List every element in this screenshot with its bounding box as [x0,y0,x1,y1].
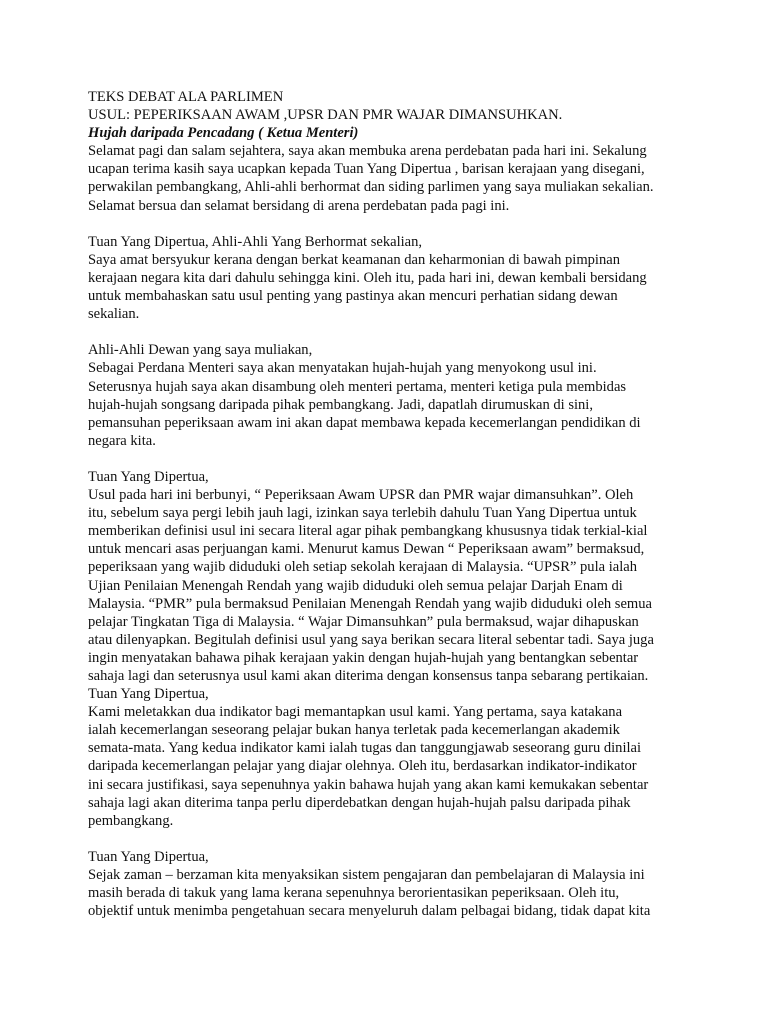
text-line: itu, sebelum saya pergi lebih jauh lagi, izinkan saya terlebih dahulu Tuan Yang Dipertua untuk [88,505,637,522]
text-line: semata-mata. Yang kedua indikator kami ialah tugas dan tanggungjawab seseorang guru dinilai [88,740,642,757]
text-line: ucapan terima kasih saya ucapkan kepada Tuan Yang Dipertua , barisan kerajaan yang disegani, [88,161,645,178]
text-line: Tuan Yang Dipertua, Ahli-Ahli Yang Berhormat sekalian, [88,233,423,250]
text-line: Usul pada hari ini berbunyi, “ Peperiksaan Awam UPSR dan PMR wajar dimansuhkan”. Oleh [88,487,634,504]
text-line: Tuan Yang Dipertua, [88,848,209,865]
paragraph [88,142,700,214]
text-line: Saya amat bersyukur kerana dengan berkat keamanan dan keharmonian di bawah pimpinan [88,251,620,268]
motion-line: USUL: PEPERIKSAAN AWAM ,UPSR DAN PMR WAJAR DIMANSUHKAN. [88,107,563,124]
text-line: perwakilan pembangkang, Ahli-ahli berhormat dan siding parlimen yang saya muliakan sekalian. [88,179,654,196]
text-line: Seterusnya hujah saya akan disambung oleh menteri pertama, menteri ketiga pula membidas [88,378,627,395]
text-line: objektif untuk menimba pengetahuan secara menyeluruh dalam pelbagai bidang, tidak dapat kita [88,903,651,920]
paragraph [88,468,700,830]
text-line: peperiksaan yang wajib diduduki oleh setiap sekolah kerajaan di Malaysia. “UPSR” pula ialah [88,559,637,576]
text-line: daripada kecemerlangan pelajar yang diajar olehnya. Oleh itu, berdasarkan indikator-indikator [88,758,637,775]
text-line: Selamat pagi dan salam sejahtera, saya akan membuka arena perdebatan pada hari ini. Sekalung [88,143,647,160]
text-line: sahaja lagi dan seterusnya usul kami akan diterima dengan konsensus tanpa sebarang pertikaian. [88,668,649,684]
text-line: pemansuhan peperiksaan awam ini akan dapat membawa kepada kecemerlangan pendidikan di [88,414,641,431]
paragraph [88,233,700,323]
speaker-subtitle: Hujah daripada Pencadang ( Ketua Menteri) [88,125,359,142]
paragraph-gap [88,830,700,848]
text-line: Ujian Penilaian Menengah Rendah yang wajib diduduki oleh semua pelajar Darjah Enam di [88,577,623,594]
paragraph [88,848,700,920]
paragraph-gap [88,323,700,341]
text-line: ini secara justifikasi, saya sepenuhnya yakin bahawa hujah yang akan kami kemukakan sebentar [88,776,649,793]
text-line: negara kita. [88,432,156,449]
text-line: ingin menyatakan bahawa pihak kerajaan yakin dengan hujah-hujah yang bentangkan sebentar [88,649,639,666]
text-line: masih berada di takuk yang lama kerana sepenuhnya berorientasikan peperiksaan. Oleh itu, [88,885,620,902]
document-title: TEKS DEBAT ALA PARLIMEN [88,89,284,105]
text-line: memberikan definisi usul ini secara literal agar pihak pembangkang khususnya tidak terkial-kial [88,523,648,540]
document-body [88,142,700,920]
text-line: untuk mencari asas perjuangan kami. Menurut kamus Dewan “ Peperiksaan awam” bermaksud, [88,541,645,558]
text-line: kerajaan negara kita dari dahulu sehingga kini. Oleh itu, pada hari ini, dewan kembali bersidang [88,269,647,286]
text-line: Tuan Yang Dipertua, [88,468,209,485]
text-line: sahaja lagi akan diterima tanpa perlu diperdebatkan dengan hujah-hujah palsu daripada pihak [88,794,631,811]
text-line: pembangkang. [88,812,174,829]
paragraph-gap [88,450,700,468]
text-line: atau dilenyapkan. Begitulah definisi usul yang saya berikan secara literal sebentar tadi. Saya juga [88,631,654,648]
text-line: hujah-hujah songsang daripada pihak pembangkang. Jadi, dapatlah dirumuskan di sini, [88,396,593,413]
paragraph-gap [88,215,700,233]
text-line: Malaysia. “PMR” pula bermaksud Penilaian Menengah Rendah yang wajib diduduki oleh semua [88,595,652,612]
text-line: Sejak zaman – berzaman kita menyaksikan sistem pengajaran dan pembelajaran di Malaysia ini [88,867,645,884]
text-line: Kami meletakkan dua indikator bagi memantapkan usul kami. Yang pertama, saya katakana [88,704,623,721]
paragraph [88,341,700,450]
text-line: pelajar Tingkatan Tiga di Malaysia. “ Wajar Dimansuhkan” pula bermaksud, wajar dihapuskan [88,613,639,630]
text-line: sekalian. [88,306,140,323]
text-line: ialah kecemerlangan seseorang pelajar bukan hanya terletak pada kecemerlangan akademik [88,722,620,739]
document-page [88,88,700,920]
text-line: Selamat bersua dan selamat bersidang di arena perdebatan pada pagi ini. [88,197,510,214]
text-line: Sebagai Perdana Menteri saya akan menyatakan hujah-hujah yang menyokong usul ini. [88,360,597,377]
text-line: Tuan Yang Dipertua, [88,686,209,703]
text-line: untuk membahaskan satu usul penting yang pastinya akan mencuri perhatian sidang dewan [88,288,618,305]
text-line: Ahli-Ahli Dewan yang saya muliakan, [88,342,313,359]
